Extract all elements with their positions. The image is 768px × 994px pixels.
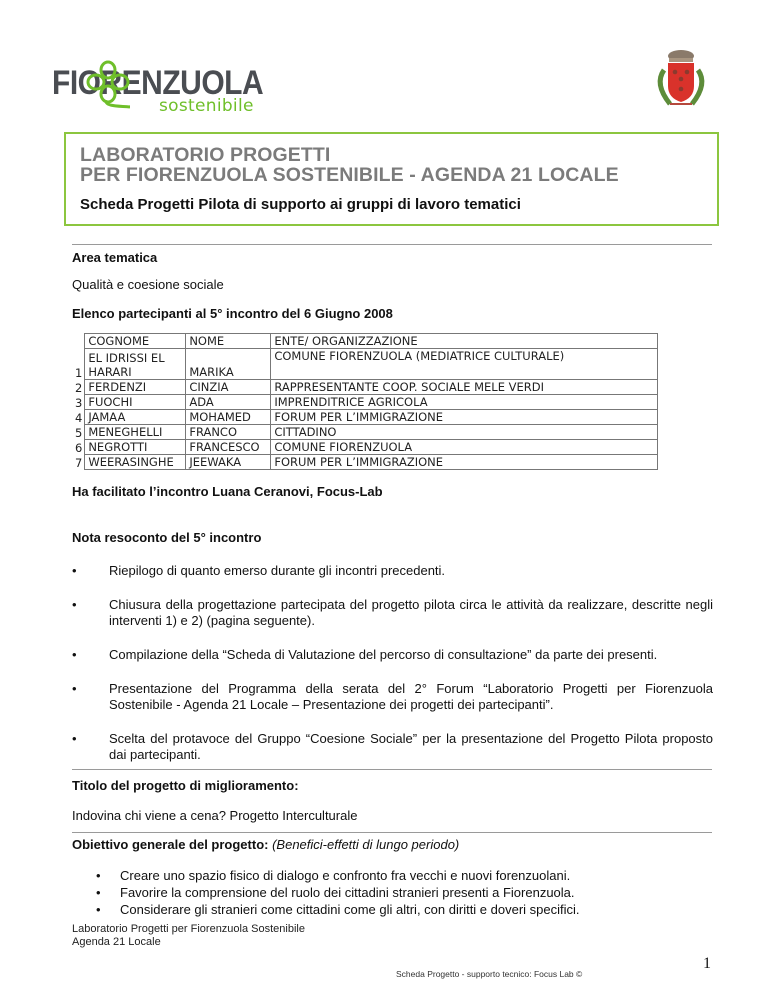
cognome-line1: EL IDRISSI EL	[88, 351, 165, 365]
nome-cell: ADA	[186, 395, 271, 410]
ente-cell: FORUM PER L’IMMIGRAZIONE	[271, 410, 658, 425]
column-header-cognome: COGNOME	[85, 334, 186, 349]
obiettivo-label: Obiettivo generale del progetto:	[72, 837, 269, 852]
table-row	[75, 440, 658, 455]
ente-cell: COMUNE FIORENZUOLA (MEDIATRICE CULTURALE)	[271, 349, 658, 380]
nome-cell: MOHAMED	[186, 410, 271, 425]
logo-subtitle: sostenibile	[159, 96, 254, 116]
participants-heading: Elenco partecipanti al 5° incontro del 6 Giugno 2008	[72, 306, 393, 321]
table-row	[75, 455, 658, 470]
cognome-cell: WEERASINGHE	[85, 455, 186, 470]
facilitator-line: Ha facilitato l’incontro Luana Ceranovi, Focus-Lab	[72, 484, 383, 499]
bullet-text: Creare uno spazio fisico di dialogo e confronto fra vecchi e nuovi forenzuolani.	[120, 868, 571, 883]
row-number: 1	[75, 349, 85, 380]
cognome-cell: NEGROTTI	[85, 440, 186, 455]
ente-cell: COMUNE FIORENZUOLA	[271, 440, 658, 455]
section-divider	[72, 244, 712, 245]
row-number: 4	[75, 410, 85, 425]
ente-cell: CITTADINO	[271, 425, 658, 440]
obiettivo-heading	[72, 837, 459, 852]
cognome-cell: JAMAA	[85, 410, 186, 425]
table-row	[75, 425, 658, 440]
bullet-text: Compilazione della “Scheda di Valutazione del percorso di consultazione” da parte dei presenti.	[109, 647, 658, 662]
ente-cell: RAPPRESENTANTE COOP. SOCIALE MELE VERDI	[271, 380, 658, 395]
bullet-text: Considerare gli stranieri come cittadini come gli altri, con diritti e doveri specifici.	[120, 902, 580, 917]
fiorenzuola-sostenibile-logo	[52, 60, 264, 120]
row-number	[75, 334, 85, 349]
obiettivo-note: (Benefici-effetti di lungo periodo)	[272, 837, 460, 852]
column-header-nome: NOME	[186, 334, 271, 349]
table-row	[75, 410, 658, 425]
doc-title-line1: LABORATORIO PROGETTI	[80, 144, 331, 166]
bullet-icon: •	[96, 868, 101, 883]
section-divider	[72, 832, 712, 833]
nome-cell: CINZIA	[186, 380, 271, 395]
row-number: 7	[75, 455, 85, 470]
row-number: 2	[75, 380, 85, 395]
cognome-cell: FERDENZI	[85, 380, 186, 395]
bullet-icon: •	[72, 681, 77, 696]
table-row	[75, 349, 658, 380]
area-tematica-label: Area tematica	[72, 250, 158, 265]
bullet-text: Chiusura della progettazione partecipata del progetto pilota circa le attività da realizzare, descritte negli interventi 1) e 2) (pagina seguente).	[109, 597, 713, 628]
bullet-text: Scelta del protavoce del Gruppo “Coesione Sociale” per la presentazione del Progetto Pilota proposto dai partecipanti.	[109, 731, 713, 762]
bullet-icon: •	[72, 731, 77, 746]
area-tematica-value: Qualità e coesione sociale	[72, 277, 224, 292]
bullet-icon: •	[96, 885, 101, 900]
ente-cell: FORUM PER L’IMMIGRAZIONE	[271, 455, 658, 470]
section-divider	[72, 769, 712, 770]
table-row	[75, 395, 658, 410]
row-number: 3	[75, 395, 85, 410]
cognome-cell	[85, 349, 186, 380]
bullet-text: Presentazione del Programma della serata del 2° Forum “Laboratorio Progetti per Fiorenzuola Sostenibile - Agenda 21 Locale – Presentazione dei progetti dei partecipanti”.	[109, 681, 713, 712]
cognome-cell: MENEGHELLI	[85, 425, 186, 440]
nome-cell: MARIKA	[186, 349, 271, 380]
bullet-icon: •	[96, 902, 101, 917]
cognome-line2: HARARI	[88, 365, 132, 379]
titolo-value: Indovina chi viene a cena? Progetto Interculturale	[72, 808, 358, 823]
page-number: 1	[703, 955, 711, 972]
nome-cell: FRANCESCO	[186, 440, 271, 455]
footer-left-line2: Agenda 21 Locale	[72, 936, 161, 948]
doc-subtitle: Scheda Progetti Pilota di supporto ai gruppi di lavoro tematici	[80, 196, 521, 213]
titolo-label: Titolo del progetto di miglioramento:	[72, 778, 299, 793]
bullet-icon: •	[72, 647, 77, 662]
row-number: 6	[75, 440, 85, 455]
municipal-crest-icon	[650, 48, 712, 114]
table-header-row	[75, 334, 658, 349]
nome-cell: FRANCO	[186, 425, 271, 440]
title-box	[64, 132, 719, 226]
bullet-text: Riepilogo di quanto emerso durante gli incontri precedenti.	[109, 563, 446, 578]
footer-left-line1: Laboratorio Progetti per Fiorenzuola Sostenibile	[72, 923, 305, 935]
cognome-cell: FUOCHI	[85, 395, 186, 410]
logo-wordmark: FIORENZUOLA	[52, 64, 264, 102]
nome-cell: JEEWAKA	[186, 455, 271, 470]
doc-title-line2: PER FIORENZUOLA SOSTENIBILE - AGENDA 21 LOCALE	[80, 164, 619, 186]
row-number: 5	[75, 425, 85, 440]
bullet-icon: •	[72, 563, 77, 578]
bullet-icon: •	[72, 597, 77, 612]
bullet-text: Favorire la comprensione del ruolo dei cittadini stranieri presenti a Fiorenzuola.	[120, 885, 575, 900]
ente-cell: IMPRENDITRICE AGRICOLA	[271, 395, 658, 410]
flower-icon	[86, 60, 130, 110]
table-row	[75, 380, 658, 395]
participants-table	[75, 333, 658, 470]
column-header-ente: ENTE/ ORGANIZZAZIONE	[271, 334, 658, 349]
footer-right: Scheda Progetto - supporto tecnico: Focus Lab ©	[396, 969, 583, 979]
nota-heading: Nota resoconto del 5° incontro	[72, 530, 262, 545]
